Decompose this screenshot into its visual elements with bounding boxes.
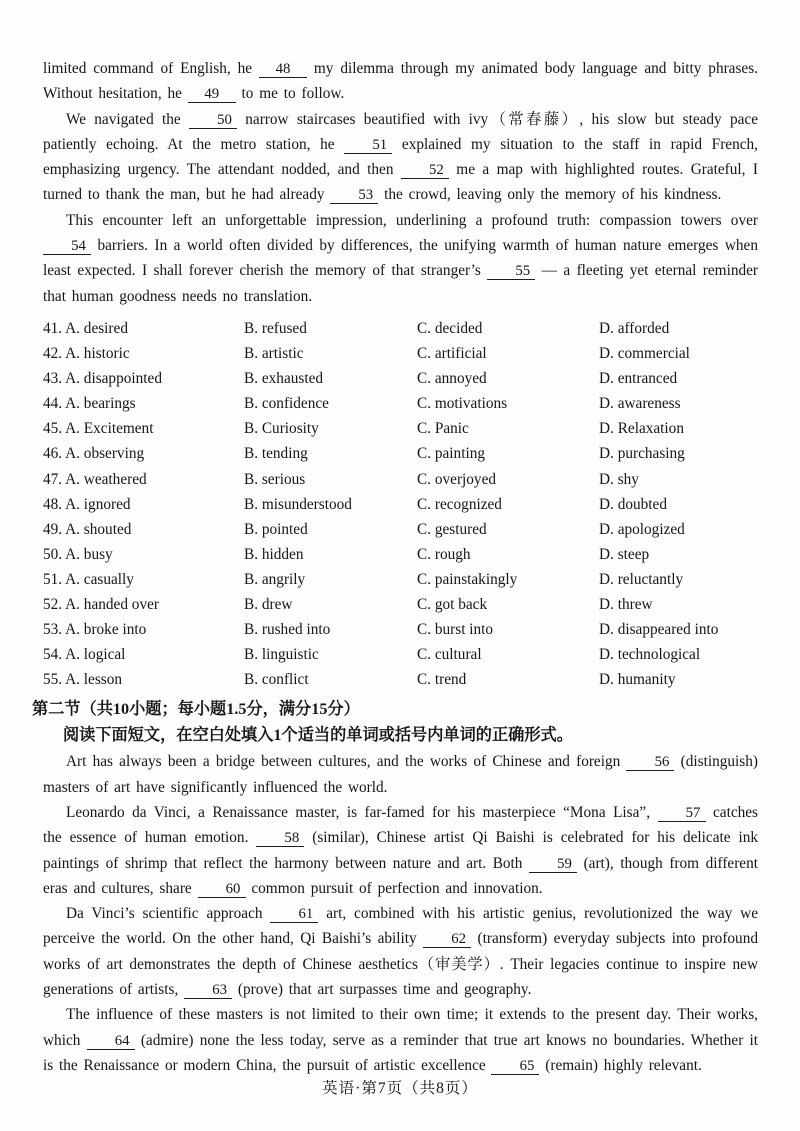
option-b: B. drew xyxy=(244,596,293,613)
option-b: B. artistic xyxy=(244,345,304,363)
blank-63: 63 xyxy=(184,982,232,999)
option-a: 43. A. disappointed xyxy=(43,370,162,388)
option-row xyxy=(43,416,758,441)
option-b: B. pointed xyxy=(244,520,308,538)
option-b: B. exhausted xyxy=(244,370,324,388)
section2-instruction: 阅读下面短文，在空白处填入1个适当的单词或括号内单词的正确形式。 xyxy=(63,726,573,745)
grammar-paragraph-3: Da Vinci’s scientific approach 61 art, combined with his artistic genius, revolutionized the way we perceive the world. On the other hand, Qi Baishi’s ability 62 (transform) everyday subjects into profound works of art demonstrates the depth of Chinese aesthetics（审美学）. Their legacies continue to inspire new generations of artists, 63 (prove) that art surpasses time and geography. xyxy=(43,905,759,999)
option-row xyxy=(43,366,758,391)
option-c: C. overjoyed xyxy=(417,470,497,488)
option-c: C. motivations xyxy=(417,395,508,413)
option-a: 54. A. logical xyxy=(43,646,126,664)
option-b: B. misunderstood xyxy=(244,495,352,513)
option-c: C. annoyed xyxy=(417,370,487,388)
option-c: C. decided xyxy=(417,319,483,337)
option-c: C. cultural xyxy=(417,646,482,664)
grammar-paragraph-2: Leonardo da Vinci, a Renaissance master, is far-famed for his masterpiece “Mona Lisa”, 57 catches the essence of human emotion. 58 (similar), Chinese artist Qi Baishi is celebrated for his delicate ink paintings of shrimp that reflect the harmony between nature and art. Both 59 (art), though from different eras and cultures, share 60 common pursuit of perfection and innovation. xyxy=(43,803,759,897)
option-row xyxy=(43,642,758,667)
blank-48: 48 xyxy=(259,61,307,78)
blank-59: 59 xyxy=(529,856,577,873)
blank-58: 58 xyxy=(256,830,304,847)
option-a: 41. A. desired xyxy=(43,319,128,337)
option-a: 46. A. observing xyxy=(43,445,145,463)
blank-60: 60 xyxy=(198,881,246,898)
option-d: D. technological xyxy=(599,646,701,664)
option-a: 49. A. shouted xyxy=(43,520,132,538)
option-d: D. afforded xyxy=(599,319,670,337)
option-b: B. refused xyxy=(244,319,307,337)
blank-53: 53 xyxy=(330,187,378,204)
option-b: B. angrily xyxy=(244,570,306,588)
page-footer: 英语·第7页（共8页） xyxy=(322,1080,478,1097)
option-b: B. rushed into xyxy=(244,621,331,639)
option-row xyxy=(43,617,758,642)
option-row xyxy=(43,567,758,592)
option-row xyxy=(43,592,758,617)
option-b: B. Curiosity xyxy=(244,420,319,438)
option-d: D. disappeared into xyxy=(599,621,719,639)
option-d: D. humanity xyxy=(599,671,676,689)
option-d: D. reluctantly xyxy=(599,570,684,588)
blank-55: 55 xyxy=(487,263,535,280)
option-row xyxy=(43,542,758,567)
blank-51: 51 xyxy=(344,137,392,154)
option-a: 44. A. bearings xyxy=(43,395,136,413)
option-c: C. burst into xyxy=(417,621,494,639)
option-b: B. linguistic xyxy=(244,646,319,664)
option-c: C. artificial xyxy=(417,345,487,363)
option-a: 48. A. ignored xyxy=(43,495,131,513)
cloze-paragraph-2: We navigated the 50 narrow staircases beautified with ivy（常春藤）, his slow but steady pace patiently echoing. At the metro station, he 51 explained my situation to the staff in rapid French, emphasizing urgency. The attendant nodded, and then 52 me a map with highlighted routes. Grateful, I turned to thank the man, but he had already 53 the crowd, leaving only the memory of his kindness. xyxy=(43,110,758,204)
blank-54: 54 xyxy=(43,238,91,255)
option-row xyxy=(43,492,758,517)
option-b: B. hidden xyxy=(244,545,304,563)
option-a: 42. A. historic xyxy=(43,345,130,363)
option-c: C. rough xyxy=(417,545,471,563)
blank-61: 61 xyxy=(270,906,318,923)
option-row xyxy=(43,316,758,341)
option-c: C. got back xyxy=(417,596,488,613)
option-row xyxy=(43,517,758,542)
cloze-options-table xyxy=(43,316,758,692)
option-a: 51. A. casually xyxy=(43,570,134,588)
blank-50: 50 xyxy=(189,112,237,129)
blank-49: 49 xyxy=(188,86,236,103)
option-row xyxy=(43,341,758,366)
option-row xyxy=(43,467,758,492)
option-a: 52. A. handed over xyxy=(43,596,159,613)
option-row xyxy=(43,441,758,466)
option-d: D. commercial xyxy=(599,345,690,363)
grammar-paragraph-4: The influence of these masters is not limited to their own time; it extends to the present day. Their works, which 64 (admire) none the less today, serve as a reminder that true art knows no boundaries. Whether it is the Renaissance or modern China, the pursuit of artistic excellence 65 (remain) highly relevant. xyxy=(43,1006,758,1074)
grammar-paragraph-1: Art has always been a bridge between cultures, and the works of Chinese and foreign 56 (distinguish) masters of art have significantly influenced the world. xyxy=(43,753,758,796)
option-a: 50. A. busy xyxy=(43,545,113,563)
cloze-passage xyxy=(43,56,758,309)
blank-65: 65 xyxy=(491,1058,539,1075)
option-c: C. painstakingly xyxy=(417,570,518,588)
grammar-section xyxy=(32,696,759,1078)
cloze-paragraph-1: limited command of English, he 48 my dilemma through my animated body language and bitty phrases. Without hesitation, he 49 to me to follow. xyxy=(43,60,758,103)
option-a: 53. A. broke into xyxy=(43,621,147,639)
option-b: B. confidence xyxy=(244,395,329,413)
blank-52: 52 xyxy=(401,162,449,179)
option-c: C. Panic xyxy=(417,420,469,438)
option-c: C. painting xyxy=(417,445,485,463)
option-c: C. trend xyxy=(417,671,467,689)
option-c: C. recognized xyxy=(417,495,502,513)
blank-64: 64 xyxy=(87,1033,135,1050)
option-b: B. tending xyxy=(244,445,308,463)
option-a: 55. A. lesson xyxy=(43,671,123,689)
section2-heading: 第二节（共10小题；每小题1.5分，满分15分） xyxy=(32,700,360,719)
option-d: D. entranced xyxy=(599,370,678,388)
option-b: B. serious xyxy=(244,470,306,488)
option-a: 45. A. Excitement xyxy=(43,420,154,438)
option-row xyxy=(43,667,758,692)
cloze-paragraph-3: This encounter left an unforgettable impression, underlining a profound truth: compassion towers over 54 barriers. In a world often divided by differences, the unifying warmth of human nature emerges when least expected. I shall forever cherish the memory of that stranger’s 55 — a fleeting yet eternal reminder that human goodness needs no translation. xyxy=(43,211,759,305)
option-d: D. shy xyxy=(599,470,639,488)
option-d: D. doubted xyxy=(599,495,667,513)
option-d: D. awareness xyxy=(599,395,681,413)
option-d: D. apologized xyxy=(599,520,685,538)
option-a: 47. A. weathered xyxy=(43,470,147,488)
option-c: C. gestured xyxy=(417,520,487,538)
blank-62: 62 xyxy=(423,931,471,948)
blank-57: 57 xyxy=(658,805,706,822)
option-row xyxy=(43,391,758,416)
option-d: D. Relaxation xyxy=(599,420,684,438)
option-b: B. conflict xyxy=(244,671,309,689)
option-d: D. purchasing xyxy=(599,445,685,463)
blank-56: 56 xyxy=(626,754,674,771)
option-d: D. steep xyxy=(599,545,650,563)
option-d: D. threw xyxy=(599,596,653,613)
